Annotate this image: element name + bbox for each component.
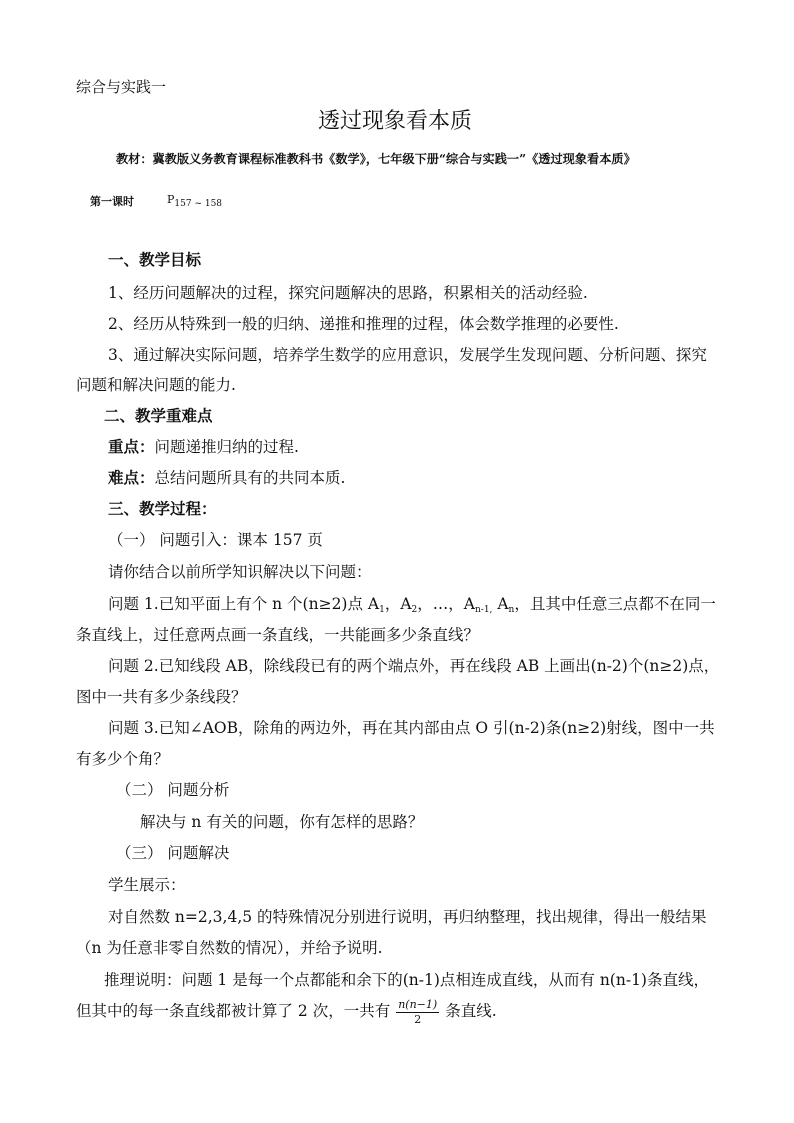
textbook-info: 教材：冀教版义务教育课程标准教科书《数学》，七年级下册“综合与实践一”《透过现象看本质》	[116, 152, 636, 166]
goal-3-line-2: 问题和解决问题的能力.	[76, 376, 236, 394]
reasoning-line-1: 推理说明：问题 1 是每一个点都能和余下的(n-1)点相连成直线，从而有 n(n-1)条直线，	[104, 971, 709, 989]
difficulty-point: 难点：总结问题所具有的共同本质.	[108, 468, 346, 487]
goals-heading: 一、教学目标	[108, 250, 202, 269]
question-3-line-1: 问题 3.已知∠AOB，除角的两边外，再在其内部由点 O 引(n-2)条(n≥2)射线，图中一共	[108, 719, 715, 737]
question-1-line-2: 条直线上，过任意两点画一条直线，一共能画多少条直线？	[76, 626, 480, 644]
solution-line-1: 对自然数 n=2,3,4,5 的特殊情况分别进行说明，再归纳整理，找出规律，得出一般结果	[108, 908, 707, 926]
step-1: （一） 问题引入：课本 157 页	[108, 531, 323, 549]
section-label: 综合与实践一	[76, 78, 167, 96]
goal-3-line-1: 3、通过解决实际问题，培养学生数学的应用意识，发展学生发现问题、分析问题、探究	[108, 346, 707, 364]
reasoning-line-2: 但其中的每一条直线都被计算了 2 次，一共有 $\frac{n(n-1)}{2}$ 条直线.	[76, 997, 497, 1026]
question-2-line-1: 问题 2.已知线段 AB，除线段已有的两个端点外，再在线段 AB 上画出(n-2)个(n≥2)点，	[108, 657, 720, 675]
process-heading: 三、教学过程：	[108, 499, 217, 518]
goal-2: 2、经历从特殊到一般的归纳、递推和推理的过程，体会数学推理的必要性.	[108, 315, 619, 333]
question-2-line-2: 图中一共有多少条线段？	[76, 688, 247, 706]
fraction: $\frac{n(n-1)}{2}$	[398, 997, 438, 1026]
solution-line-2: （n 为任意非零自然数的情况），并给予说明.	[76, 939, 383, 957]
step-2: （二） 问题分析	[116, 781, 230, 799]
student-show: 学生展示：	[108, 876, 186, 894]
key-point: 重点：问题递推归纳的过程.	[108, 437, 299, 456]
question-1-line-1: 问题 1.已知平面上有个 n 个(n≥2)点 $A_1$，$A_2$，…，$A_{n-1,}$ $A_n$，且其中任意三点都不在同一	[108, 595, 716, 615]
page-range: $P_{157 \sim 158}$	[167, 193, 223, 209]
analysis-text: 解决与 n 有关的问题，你有怎样的思路？	[140, 813, 424, 831]
intro-text: 请你结合以前所学知识解决以下问题：	[108, 563, 372, 581]
key-heading: 二、教学重难点	[104, 406, 213, 425]
page-title: 透过现象看本质	[318, 109, 473, 134]
step-3: （三） 问题解决	[116, 844, 230, 862]
lesson-label: 第一课时	[90, 195, 134, 208]
question-3-line-2: 有多少个角？	[76, 750, 170, 768]
goal-1: 1、经历问题解决的过程，探究问题解决的思路，积累相关的活动经验.	[108, 284, 588, 302]
